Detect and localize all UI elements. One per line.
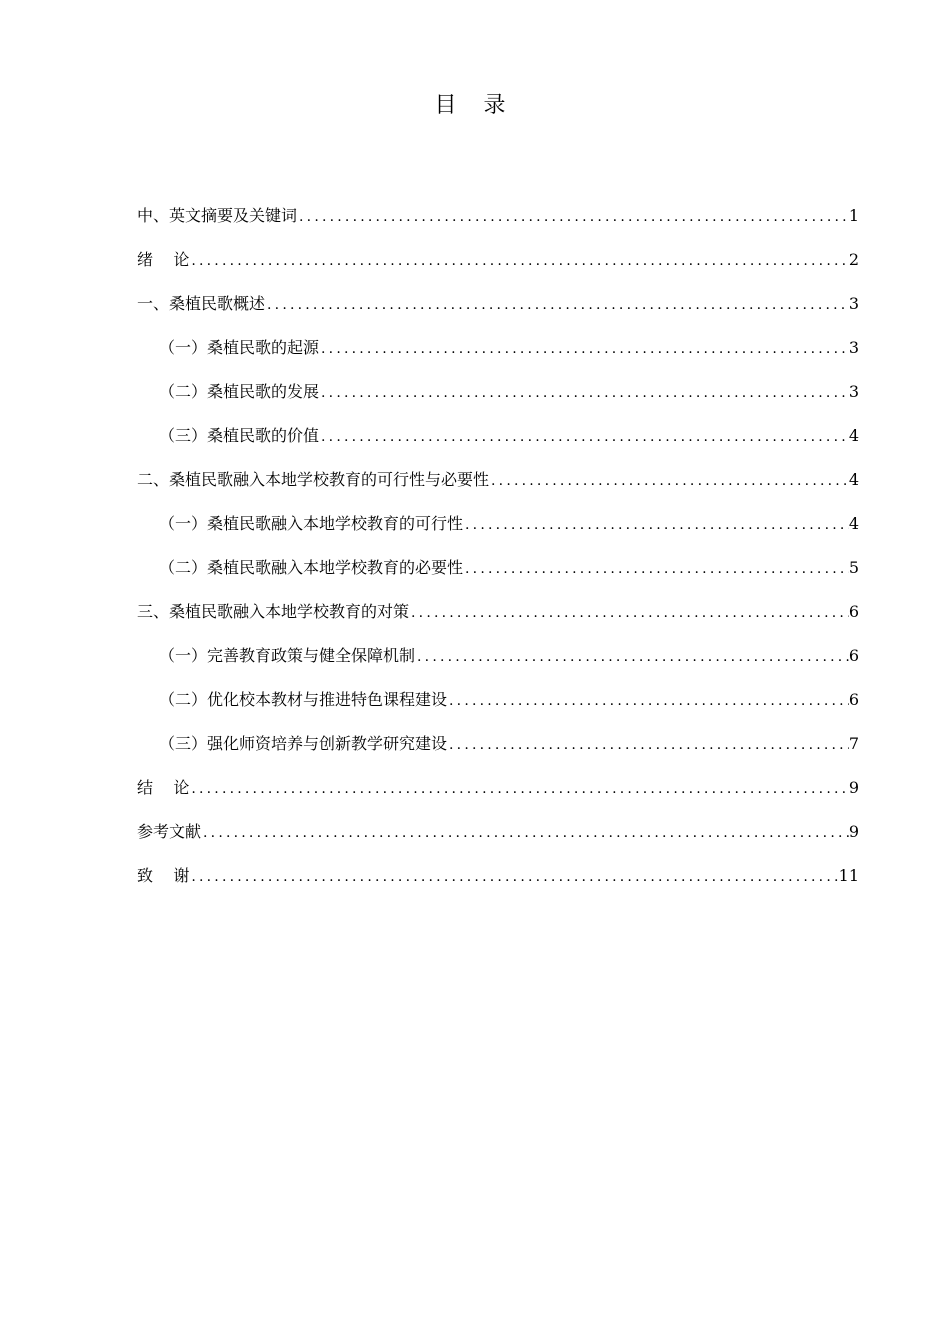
toc-entry[interactable] — [137, 249, 859, 293]
toc-entry-page: 9 — [848, 822, 859, 841]
toc-entry-page: 3 — [848, 294, 859, 313]
toc-entry-label: （二）桑植民歌的发展 — [159, 382, 320, 401]
toc-entry-label: 绪 论 — [137, 250, 190, 269]
toc-dot-leader — [447, 690, 849, 712]
toc-entry-label: 参考文献 — [137, 822, 202, 841]
toc-entry[interactable] — [137, 381, 859, 425]
toc-entry-page: 6 — [848, 602, 859, 621]
toc-entry[interactable] — [137, 865, 859, 909]
toc-entry-label: 三、桑植民歌融入本地学校教育的对策 — [137, 602, 410, 621]
toc-entry[interactable] — [137, 469, 859, 513]
toc-entry-label: 一、桑植民歌概述 — [137, 294, 266, 313]
toc-entry-label: （三）强化师资培养与创新教学研究建设 — [159, 734, 448, 753]
toc-entry-page: 2 — [848, 250, 859, 269]
toc-entry[interactable] — [137, 821, 859, 865]
toc-entry[interactable] — [137, 645, 859, 689]
toc-entry-page: 3 — [848, 382, 859, 401]
toc-dot-leader — [201, 822, 849, 844]
toc-entry[interactable] — [137, 777, 859, 821]
toc-dot-leader — [319, 426, 849, 448]
toc-dot-leader — [447, 734, 849, 756]
toc-entry-page: 1 — [848, 206, 859, 225]
toc-entry-page: 11 — [838, 866, 859, 885]
toc-entry-page: 6 — [848, 646, 859, 665]
toc-dot-leader — [189, 866, 838, 888]
toc-entry[interactable] — [137, 557, 859, 601]
toc-dot-leader — [409, 602, 849, 624]
toc-entry-label: 中、英文摘要及关键词 — [137, 206, 298, 225]
toc-entry-page: 5 — [848, 558, 859, 577]
toc-dot-leader — [415, 646, 849, 668]
toc-entry-label: （一）完善教育政策与健全保障机制 — [159, 646, 416, 665]
toc-dot-leader — [189, 778, 848, 800]
toc-entry-label: （二）优化校本教材与推进特色课程建设 — [159, 690, 448, 709]
toc-dot-leader — [463, 558, 849, 580]
toc-entry-page: 4 — [848, 470, 859, 489]
toc-entry[interactable] — [137, 689, 859, 733]
toc-entry-page: 4 — [848, 426, 859, 445]
toc-entry-label: （一）桑植民歌融入本地学校教育的可行性 — [159, 514, 464, 533]
toc-entry-page: 7 — [848, 734, 859, 753]
toc-dot-leader — [319, 338, 849, 360]
toc-entry[interactable] — [137, 337, 859, 381]
toc-entry-label: 致 谢 — [137, 866, 190, 885]
toc-dot-leader — [319, 382, 849, 404]
toc-dot-leader — [265, 294, 849, 316]
toc-entry-page: 9 — [848, 778, 859, 797]
toc-entry-page: 4 — [848, 514, 859, 533]
toc-entry-page: 6 — [848, 690, 859, 709]
toc-entry[interactable] — [137, 293, 859, 337]
toc-entry-label: （一）桑植民歌的起源 — [159, 338, 320, 357]
toc-dot-leader — [297, 206, 849, 228]
toc-dot-leader — [189, 250, 848, 272]
toc-entry-label: （二）桑植民歌融入本地学校教育的必要性 — [159, 558, 464, 577]
toc-entry[interactable] — [137, 425, 859, 469]
table-of-contents — [137, 205, 859, 909]
toc-entry-label: 结 论 — [137, 778, 190, 797]
toc-dot-leader — [489, 470, 849, 492]
toc-dot-leader — [463, 514, 849, 536]
toc-entry[interactable] — [137, 733, 859, 777]
toc-entry-label: 二、桑植民歌融入本地学校教育的可行性与必要性 — [137, 470, 490, 489]
toc-title: 目 录 — [434, 93, 516, 118]
toc-entry[interactable] — [137, 601, 859, 645]
toc-entry[interactable] — [137, 205, 859, 249]
toc-entry-label: （三）桑植民歌的价值 — [159, 426, 320, 445]
toc-entry-page: 3 — [848, 338, 859, 357]
toc-entry[interactable] — [137, 513, 859, 557]
